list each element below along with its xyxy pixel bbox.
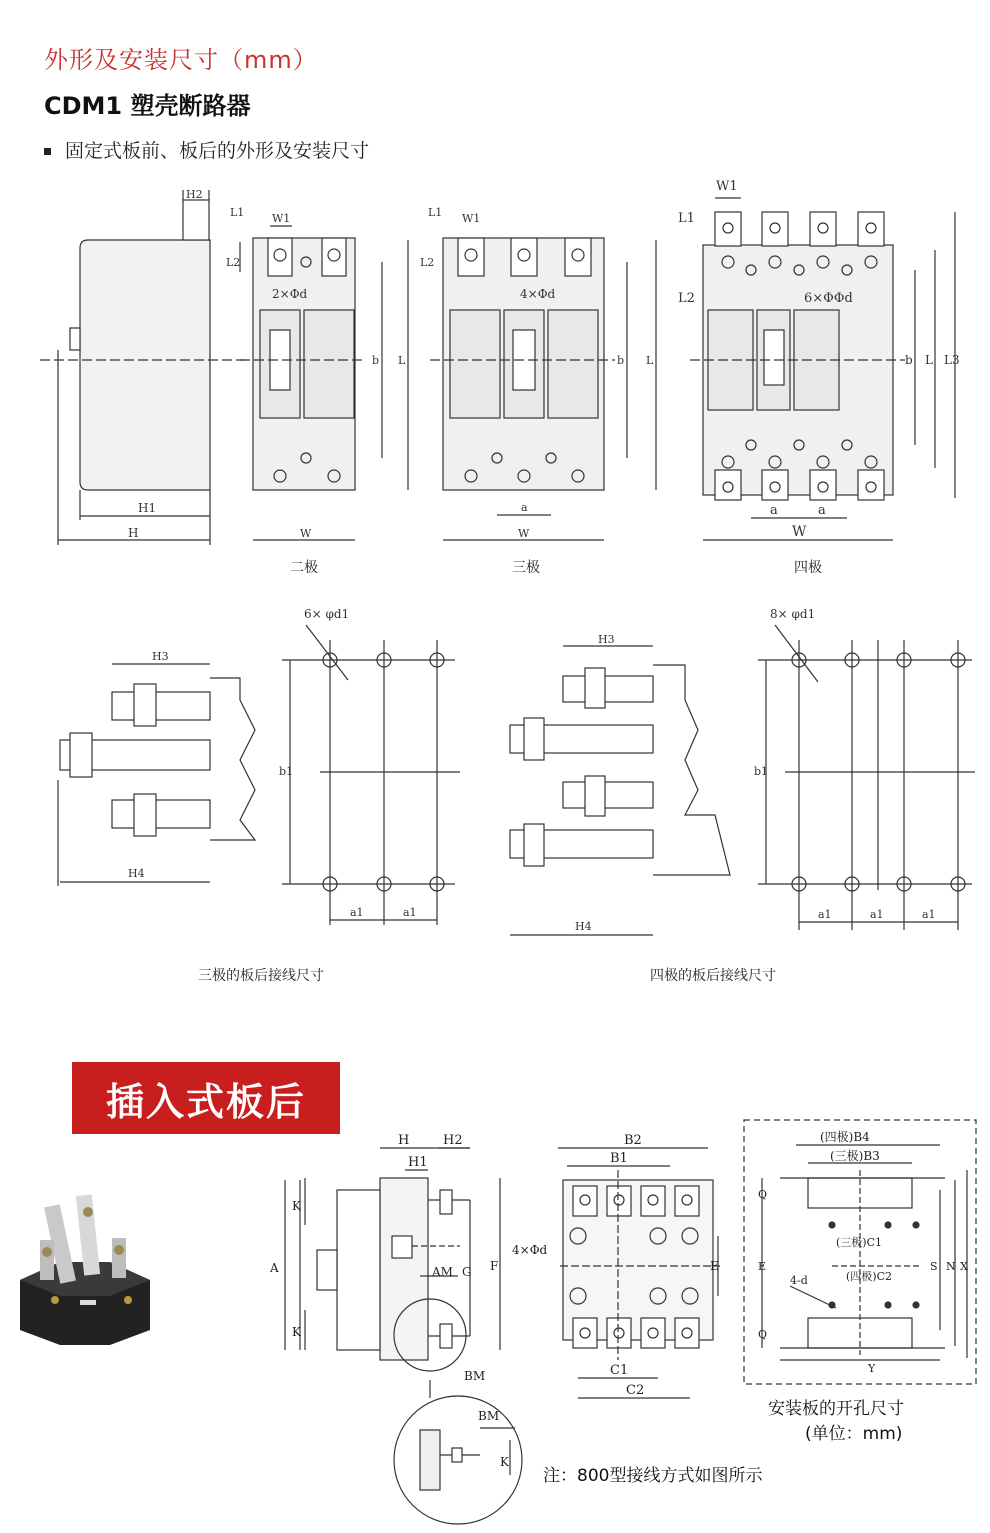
section-heading-text: 固定式板前、板后的外形及安装尺寸 (65, 140, 370, 162)
front-view-3-pole (420, 206, 656, 576)
dim-c1: (三极)C1 (836, 1236, 882, 1249)
dim-b: b (372, 354, 380, 367)
rear-wiring-3-pole (58, 607, 460, 984)
dim-a1: a1 (350, 906, 364, 919)
panel-caption: 安装板的开孔尺寸 (768, 1399, 904, 1419)
hole-label: 4-d (790, 1274, 808, 1287)
detail-view (394, 1380, 522, 1524)
panel-cutout (744, 1120, 976, 1384)
dim-b2: B2 (624, 1133, 642, 1148)
dim-c2: C2 (626, 1383, 645, 1398)
dim-l: L (398, 354, 406, 367)
dim-l1: L1 (230, 206, 245, 219)
dim-b4: (四极)B4 (820, 1130, 870, 1144)
dim-a: a (818, 503, 826, 518)
dim-l: L (646, 354, 654, 367)
caption-3-pole: 三极 (512, 560, 540, 576)
dim-n: N (946, 1260, 956, 1273)
dim-h3: H3 (598, 633, 615, 646)
dim-h4: H4 (575, 920, 592, 933)
dim-g: G (462, 1265, 472, 1279)
dim-b1: b1 (279, 765, 294, 778)
dim-h4: H4 (128, 867, 145, 880)
dim-e: E (710, 1259, 719, 1273)
dim-bm: BM (478, 1409, 500, 1423)
holes-label: 8× φd1 (770, 607, 816, 621)
holes-label: 2×Φd (272, 287, 308, 301)
plug-in-banner: 插入式板后 (72, 1062, 340, 1134)
dim-l2: L2 (420, 256, 435, 269)
dim-f: F (490, 1259, 499, 1273)
dim-b3: (三极)B3 (830, 1149, 880, 1163)
plug-in-base-front (512, 1133, 720, 1398)
dim-w1: W1 (462, 212, 481, 225)
panel-unit: (单位：mm) (805, 1424, 903, 1444)
dim-w1: W1 (716, 179, 738, 194)
caption-2-pole: 二极 (290, 560, 318, 576)
dim-b1: b1 (754, 765, 769, 778)
holes-label: 6×ΦΦd (804, 291, 853, 306)
dim-b: b (905, 353, 913, 367)
plug-in-product-photo (20, 1194, 150, 1345)
caption-rear-3-pole: 三极的板后接线尺寸 (198, 968, 324, 984)
dim-a: A (270, 1261, 279, 1275)
dim-w1: W1 (272, 212, 291, 225)
dim-b: b (617, 354, 625, 367)
dim-bm: BM (464, 1369, 486, 1383)
product-name: CDM1 塑壳断路器 (44, 92, 251, 120)
dim-a: a (521, 501, 528, 514)
dim-y: Y (868, 1362, 876, 1375)
holes-label: 6× φd1 (304, 607, 350, 621)
dim-h1: H1 (138, 501, 157, 515)
page-title: 外形及安装尺寸（mm） (44, 46, 318, 74)
dim-a: a (770, 503, 778, 518)
dim-l1: L1 (678, 211, 695, 226)
dim-h1: H1 (408, 1155, 428, 1170)
dim-w: W (300, 527, 312, 540)
dim-a1: a1 (403, 906, 417, 919)
dim-am: AM (432, 1265, 453, 1279)
dim-l2: L2 (226, 256, 241, 269)
side-view (40, 188, 250, 545)
holes-label: 4×Φd (520, 287, 556, 301)
rear-wiring-4-pole (510, 607, 975, 984)
dim-k: K (292, 1325, 301, 1339)
dim-h: H (128, 526, 139, 540)
wiring-note: 注：800型接线方式如图所示 (543, 1466, 763, 1486)
dim-w: W (518, 527, 530, 540)
dim-q: Q (758, 1328, 768, 1341)
dim-c2: (四极)C2 (846, 1270, 892, 1283)
dim-h2: H2 (443, 1133, 463, 1148)
caption-rear-4-pole: 四极的板后接线尺寸 (650, 968, 776, 984)
dim-a1: a1 (870, 908, 884, 921)
dim-l3: L3 (944, 353, 960, 367)
dim-l1: L1 (428, 206, 443, 219)
dim-s: S (930, 1260, 938, 1273)
caption-4-pole: 四极 (794, 560, 822, 576)
dim-c1: C1 (610, 1363, 629, 1378)
dim-l: L (925, 353, 933, 367)
dim-l2: L2 (678, 291, 695, 306)
dim-a1: a1 (922, 908, 936, 921)
dim-x: X (960, 1260, 968, 1273)
front-view-4-pole (678, 179, 960, 576)
plug-in-side-view (269, 1133, 500, 1383)
dim-q: Q (758, 1188, 768, 1201)
dim-h2: H2 (186, 188, 203, 201)
dim-b1: B1 (610, 1151, 628, 1166)
dim-w: W (792, 524, 807, 540)
holes-label: 4×Φd (512, 1243, 548, 1257)
front-view-2-pole (226, 206, 408, 576)
dim-k: K (500, 1455, 509, 1469)
dim-a1: a1 (818, 908, 832, 921)
dim-k: K (292, 1199, 301, 1213)
dim-h3: H3 (152, 650, 169, 663)
dim-e: E (758, 1260, 767, 1273)
dim-h: H (398, 1133, 410, 1148)
